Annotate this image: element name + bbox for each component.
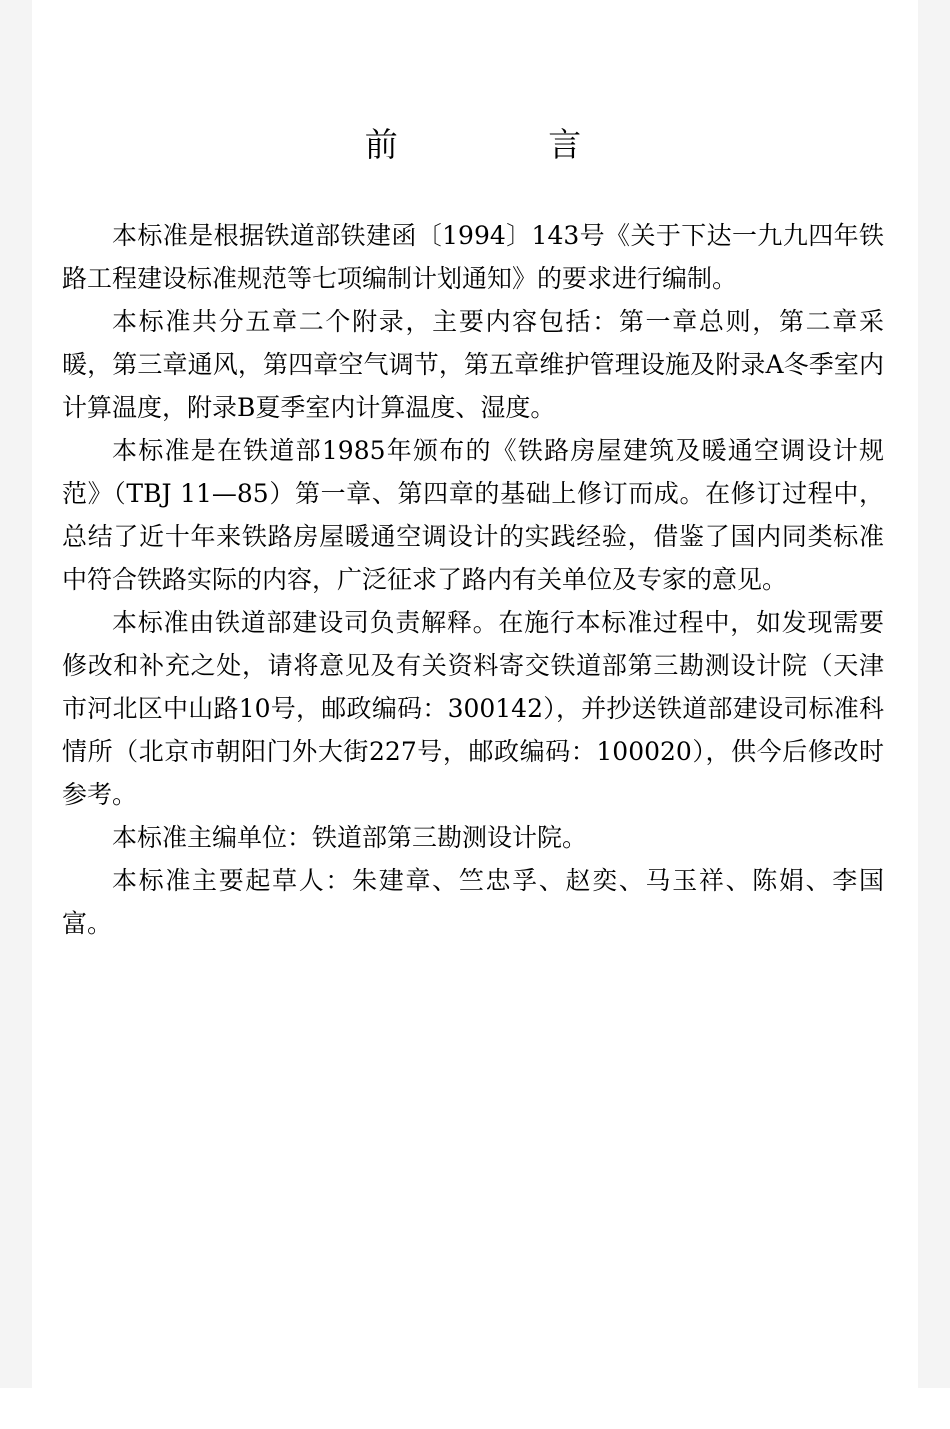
- page-title: 前 言: [364, 125, 652, 164]
- right-margin-strip: [918, 0, 950, 1429]
- paragraph-interpretation: 本标准由铁道部建设司负责解释。在施行本标准过程中，如发现需要修改和补充之处，请将意见及有关资料寄交铁道部第三勘测设计院（天津市河北区中山路10号，邮政编码：300142），并抄送铁道部建设司标准科情所（北京市朝阳门外大街227号，邮政编码：100020），供今后修改时参考。: [62, 608, 884, 809]
- paragraph-drafters: 本标准主要起草人：朱建章、竺忠孚、赵奕、马玉祥、陈娟、李国富。: [62, 866, 884, 938]
- left-margin-strip: [0, 0, 32, 1429]
- paragraph-editor-unit: 本标准主编单位：铁道部第三勘测设计院。: [112, 823, 588, 852]
- paragraph-basis: 本标准是根据铁道部铁建函〔1994〕143号《关于下达一九九四年铁路工程建设标准规范等七项编制计划通知》的要求进行编制。: [62, 221, 884, 293]
- document-content: [62, 122, 884, 945]
- paragraph-revision: 本标准是在铁道部1985年颁布的《铁路房屋建筑及暖通空调设计规范》（TBJ 11—85）第一章、第四章的基础上修订而成。在修订过程中，总结了近十年来铁路房屋暖通空调设计的实践经验，借鉴了国内同类标准中符合铁路实际的内容，广泛征求了路内有关单位及专家的意见。: [62, 436, 884, 594]
- bottom-band: [0, 1388, 950, 1429]
- paragraph-contents: 本标准共分五章二个附录，主要内容包括：第一章总则，第二章采暖，第三章通风，第四章空气调节，第五章维护管理设施及附录A冬季室内计算温度，附录B夏季室内计算温度、湿度。: [62, 307, 884, 422]
- document-page: [32, 34, 918, 1388]
